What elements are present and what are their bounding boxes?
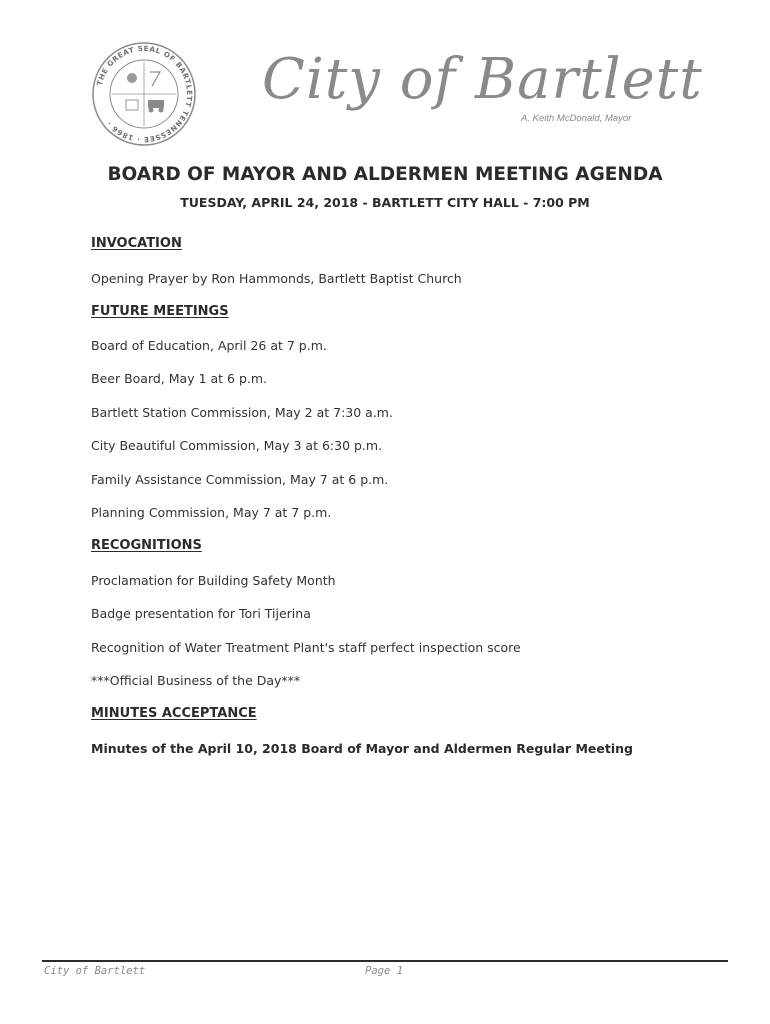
section-heading-future-meetings: FUTURE MEETINGS xyxy=(91,304,229,319)
page-number: Page 1 xyxy=(365,965,403,977)
list-item: Badge presentation for Tori Tijerina xyxy=(91,606,311,621)
list-item: Proclamation for Building Safety Month xyxy=(91,573,336,588)
footer-city-name: City of Bartlett xyxy=(44,965,146,977)
list-item: Bartlett Station Commission, May 2 at 7:30 a.m. xyxy=(91,405,393,420)
page-title: BOARD OF MAYOR AND ALDERMEN MEETING AGENDA xyxy=(107,164,663,185)
mayor-name: A. Keith McDonald, Mayor xyxy=(521,113,632,124)
list-item: Opening Prayer by Ron Hammonds, Bartlett Baptist Church xyxy=(91,271,462,286)
seal-text: THE GREAT SEAL OF BARTLETT TENNESSEE · 1866 · xyxy=(94,43,195,145)
list-item: Beer Board, May 1 at 6 p.m. xyxy=(91,371,268,386)
list-item: Planning Commission, May 7 at 7 p.m. xyxy=(91,505,332,520)
list-item: Board of Education, April 26 at 7 p.m. xyxy=(91,338,327,353)
list-item: City Beautiful Commission, May 3 at 6:30 p.m. xyxy=(91,438,383,453)
city-seal-icon xyxy=(90,40,198,148)
city-logo-title: City of Bartlett xyxy=(262,47,703,112)
section-heading-invocation: INVOCATION xyxy=(91,236,182,251)
list-item: Family Assistance Commission, May 7 at 6 p.m. xyxy=(91,472,389,487)
section-heading-minutes: MINUTES ACCEPTANCE xyxy=(91,706,257,721)
list-item: Minutes of the April 10, 2018 Board of Mayor and Aldermen Regular Meeting xyxy=(91,741,633,756)
list-item: Recognition of Water Treatment Plant's staff perfect inspection score xyxy=(91,640,521,655)
section-heading-recognitions: RECOGNITIONS xyxy=(91,538,202,553)
footer-divider xyxy=(42,960,728,962)
list-item: ***Official Business of the Day*** xyxy=(91,673,301,688)
letterhead xyxy=(0,0,770,150)
meeting-details: TUESDAY, APRIL 24, 2018 - BARTLETT CITY HALL - 7:00 PM xyxy=(180,195,590,210)
